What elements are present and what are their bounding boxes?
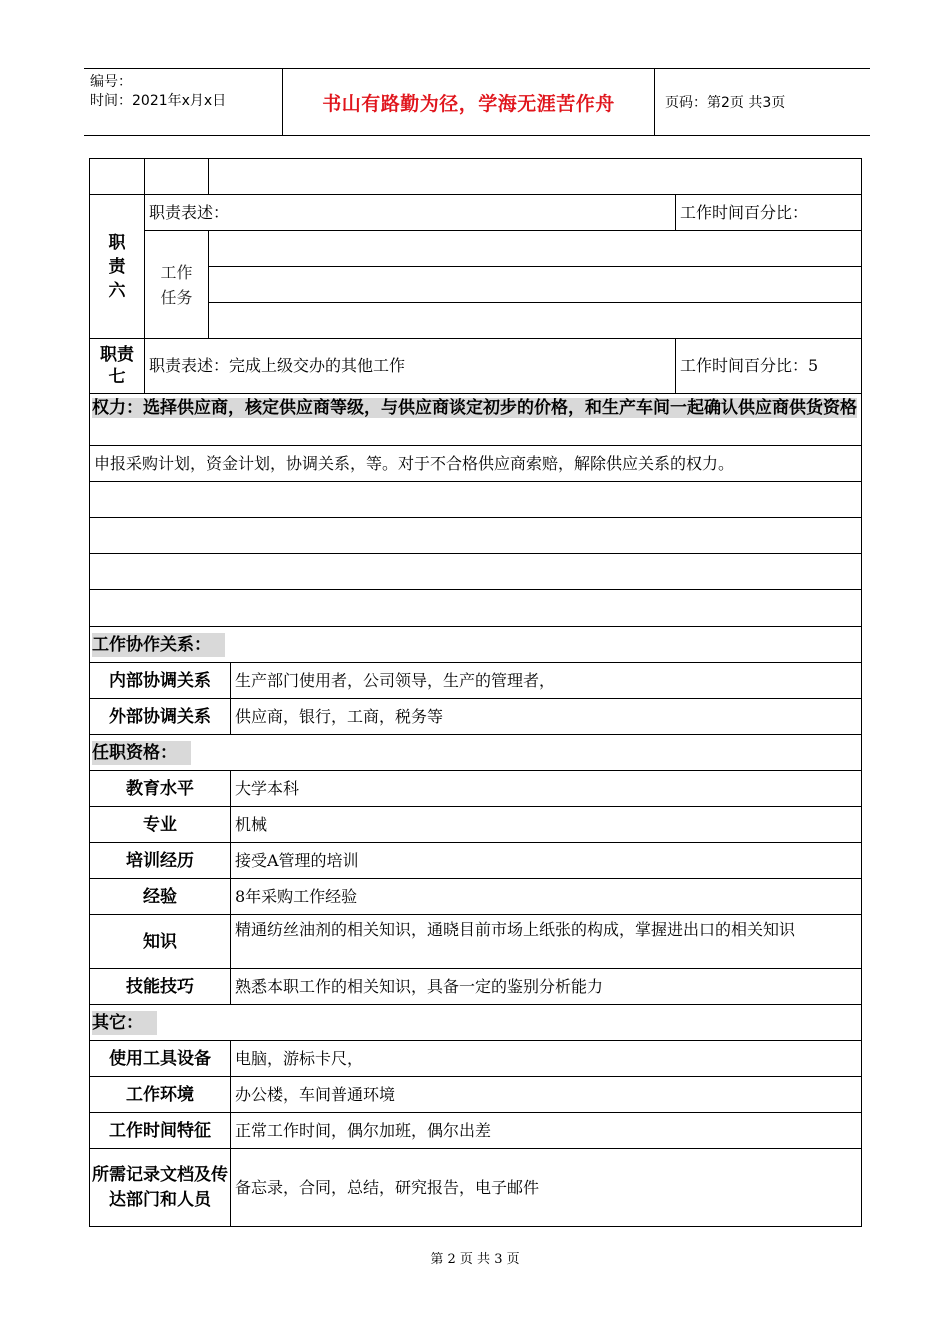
- work-time-label: 工作时间特征: [89, 1112, 231, 1149]
- experience-label: 经验: [89, 878, 231, 915]
- authority-text: 申报采购计划，资金计划，协调关系，等。对于不合格供应商索赔，解除供应关系的权力。: [89, 445, 862, 482]
- internal-coordination-label: 内部协调关系: [89, 662, 231, 699]
- duty-6-description: 职责表述：: [144, 194, 676, 231]
- qualification-title: 任职资格：: [92, 741, 191, 765]
- header-number: 编号：: [90, 74, 132, 90]
- duty-7-percent: 工作时间百分比：5: [675, 338, 862, 394]
- header-motto: 书山有路勤为径，学海无涯苦作舟: [283, 69, 655, 135]
- qualification-section: [89, 734, 862, 771]
- training-value: 接受A管理的培训: [230, 842, 862, 879]
- duty-6-task-row: [208, 266, 862, 303]
- work-environment-label: 工作环境: [89, 1076, 231, 1113]
- tools-value: 电脑，游标卡尺，: [230, 1040, 862, 1077]
- work-time-value: 正常工作时间，偶尔加班，偶尔出差: [230, 1112, 862, 1149]
- knowledge-value: 精通纺丝油剂的相关知识，通晓目前市场上纸张的构成，掌握进出口的相关知识: [230, 914, 862, 969]
- external-coordination-value: 供应商，银行，工商，税务等: [230, 698, 862, 735]
- experience-value: 8年采购工作经验: [230, 878, 862, 915]
- duty-7-label: 职责 七: [89, 338, 145, 394]
- header-time: 时间：2021年x月x日: [90, 93, 227, 109]
- other-section: [89, 1004, 862, 1041]
- empty-cell: [89, 158, 145, 195]
- skills-value: 熟悉本职工作的相关知识，具备一定的鉴别分析能力: [230, 968, 862, 1005]
- work-environment-value: 办公楼，车间普通环境: [230, 1076, 862, 1113]
- major-value: 机械: [230, 806, 862, 843]
- duty-6-task-row: [208, 302, 862, 339]
- page-footer: 第 2 页 共 3 页: [430, 1252, 520, 1267]
- internal-coordination-value: 生产部门使用者，公司领导，生产的管理者，: [230, 662, 862, 699]
- cooperation-title: 工作协作关系：: [92, 633, 225, 657]
- external-coordination-label: 外部协调关系: [89, 698, 231, 735]
- duty-6-percent: 工作时间百分比：: [675, 194, 862, 231]
- education-label: 教育水平: [89, 770, 231, 807]
- duty-7-description: 职责表述：完成上级交办的其他工作: [144, 338, 676, 394]
- duty-6-label: 职 责 六: [89, 194, 145, 339]
- education-value: 大学本科: [230, 770, 862, 807]
- other-title: 其它：: [92, 1011, 157, 1035]
- records-label: 所需记录文档及传达部门和人员: [89, 1148, 231, 1227]
- knowledge-label: 知识: [89, 914, 231, 969]
- authority-section: [89, 393, 862, 446]
- authority-empty-row: [89, 517, 862, 554]
- records-value: 备忘录，合同，总结，研究报告，电子邮件: [230, 1148, 862, 1227]
- duty-6-task-row: [208, 230, 862, 267]
- authority-empty-row: [89, 481, 862, 518]
- training-label: 培训经历: [89, 842, 231, 879]
- cooperation-section: [89, 626, 862, 663]
- header-meta: [84, 69, 283, 135]
- major-label: 专业: [89, 806, 231, 843]
- authority-empty-row: [89, 553, 862, 590]
- authority-title: 权力：选择供应商，核定供应商等级，与供应商谈定初步的价格，和生产车间一起确认供应商供货资格: [92, 398, 857, 418]
- empty-cell: [144, 158, 209, 195]
- tools-label: 使用工具设备: [89, 1040, 231, 1077]
- header-page-number: 页码：第2页 共3页: [665, 95, 786, 111]
- page-header: [84, 68, 870, 136]
- duty-6-task-label: 工作 任务: [144, 230, 209, 339]
- authority-empty-row: [89, 589, 862, 627]
- empty-cell: [208, 158, 862, 195]
- skills-label: 技能技巧: [89, 968, 231, 1005]
